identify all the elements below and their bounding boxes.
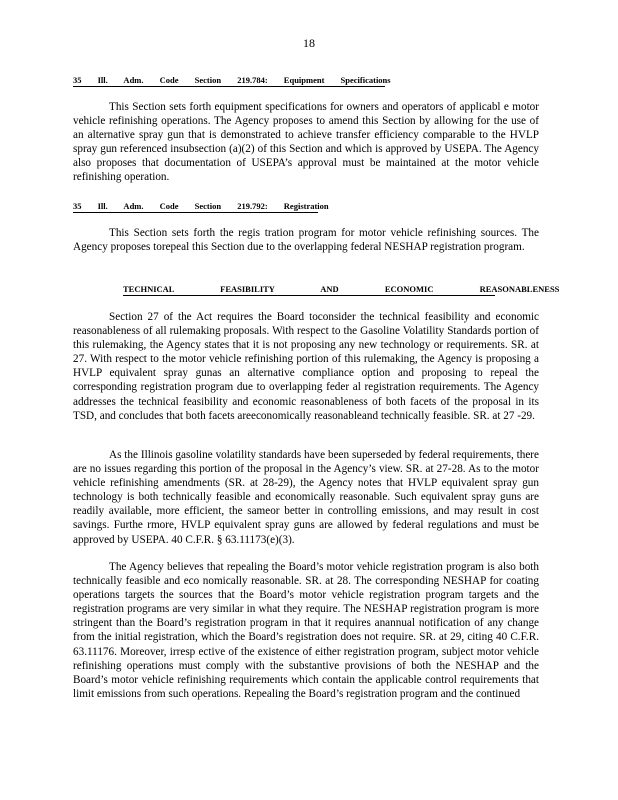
paragraph: Section 27 of the Act requires the Board toconsider the technical feasibility and economic reasonableness of all rulemaking proposals. With respect to the Gasoline Volatility Standards portion of this rulemaking, the Agency states that it is not proposing any new technology or requirements. SR. at 27. With respect to the motor vehicle refinishing portion of this rulemaking, the Agency is proposing a HVLP equivalent spray gunas an alternative compliance option and proposing to repeal the corresponding registration program due to overlapping feder al registration requirements. The Agency addresses the technical feasibility and economic reasonableness of both facets of the proposal in its TSD, and concludes that both facets areeconomically reasonableand technically feasible. SR. at 27 -29. [73, 311, 539, 422]
paragraph: As the Illinois gasoline volatility standards have been superseded by federal requirements, there are no issues regarding this portion of the proposal in the Agency’s view. SR. at 27-28. As to the motor vehicle refinishing amendments (SR. at 28-29), the Agency notes that HVLP equivalent spray gun technology is both technically feasible and economically reasonable. Such equivalent spray guns are readily available, more efficient, the sameor better in controlling emissions, and may result in cost savings. Furthe rmore, HVLP equivalent spray guns are allowed by federal regulations and must be approved by USEPA. 40 C.F.R. § 63.11173(e)(3). [73, 449, 539, 546]
section-heading-feasibility: TECHNICAL FEASIBILITY AND ECONOMIC REASONABLENESS [123, 284, 560, 294]
section-heading-219-792: 35 Ill. Adm. Code Section 219.792: Registration [73, 201, 329, 211]
paragraph: This Section sets forth the regis tration program for motor vehicle refinishing sources. The Agency proposes torepeal this Section due to the overlapping federal NESHAP registration program. [73, 227, 539, 254]
paragraph: The Agency believes that repealing the Board’s motor vehicle registration program is also both technically feasible and eco nomically reasonable. SR. at 28. The corresponding NESHAP for coating operations targets the sources that the Board’s motor vehicle registration program targets and the registration programs are very similar in what they require. The NESHAP registration program is more stringent than the Board’s registration program in that it requires anannual notification of any change from the initial registration, which the Board’s registration does not require. SR. at 29, citing 40 C.F.R. 63.11176. Moreover, irresp ective of the existence of either registration program, subject motor vehicle refinishing operations must comply with the substantive provisions of both the NESHAP and the Board’s motor vehicle refinishing requirements which contain the applicable control requirements that limit emissions from such operations. Repealing the Board’s registration program and the continued [73, 561, 539, 700]
heading-underline [123, 295, 495, 296]
page-number: 18 [303, 36, 315, 50]
heading-underline [73, 212, 318, 213]
heading-underline [73, 86, 385, 87]
paragraph: This Section sets forth equipment specifications for owners and operators of applicabl e motor vehicle refinishing operations. The Agency proposes to amend this Section by allowing for the use of an alternative spray gun that is demonstrated to achieve transfer efficiency comparable to the HVLP spray gun referenced insubsection (a)(2) of this Section and which is approved by USEPA. The Agency also proposes that documentation of USEPA’s approval must be maintained at the motor vehicle refinishing operation. [73, 101, 539, 184]
section-heading-219-784: 35 Ill. Adm. Code Section 219.784: Equipment Specifications [73, 75, 391, 85]
